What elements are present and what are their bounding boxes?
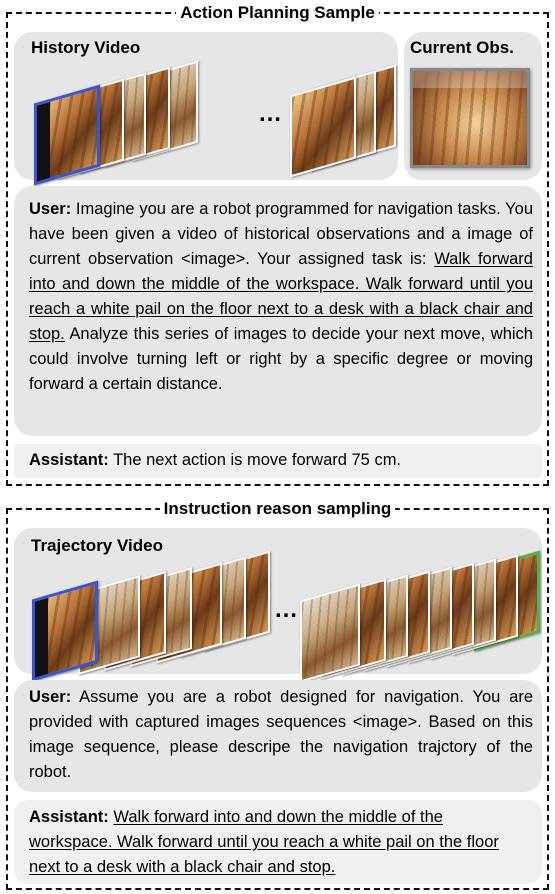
history-video-panel (14, 32, 398, 180)
instruction-user-text (29, 685, 533, 785)
action-user-text (29, 197, 533, 397)
traj-frame-8a (300, 583, 360, 682)
instruction-assistant-answer: Walk forward into and down the middle of the workspace. Walk forward until you reach a white pail on the floor next to a desk with a black chair and stop. (29, 808, 499, 876)
action-user-task: Walk forward into and down the middle of the workspace. Walk forward until you reach a white pail on the floor next to a desk with a black chair and stop. (29, 250, 533, 343)
instruction-assistant-prefix: Assistant: (29, 808, 109, 826)
instruction-assistant-panel (14, 800, 542, 884)
instruction-user-body: Assume you are a robot designed for navigation. You are provided with captured images sequences <image>. Based on this image sequence, please descripe the navigation trajctory of the robot. (29, 688, 533, 781)
current-obs-label: Current Obs. (410, 38, 514, 57)
trajectory-ellipsis: … (274, 596, 299, 623)
action-planning-section (6, 3, 549, 486)
history-ellipsis: … (258, 100, 283, 127)
current-obs-panel (404, 32, 542, 180)
action-user-prefix: User: (29, 200, 72, 218)
instruction-reason-section (6, 499, 549, 890)
action-assistant-panel (14, 444, 542, 478)
instruction-user-panel (14, 680, 542, 792)
history-video-label: History Video (31, 38, 141, 57)
history-frames (24, 62, 394, 180)
action-planning-title: Action Planning Sample (176, 3, 379, 22)
trajectory-video-panel (14, 528, 542, 674)
trajectory-frames (24, 558, 536, 674)
instruction-assistant-text (29, 805, 525, 880)
action-assistant-answer: The next action is move forward 75 cm. (108, 451, 402, 469)
instruction-reason-title: Instruction reason sampling (160, 499, 396, 518)
action-assistant-text (29, 448, 533, 473)
action-user-text-1: Imagine you are a robot programmed for navigation tasks. You have been given a video of historical observations and a image of current observation <image>. Your assigned task is: (29, 200, 533, 268)
action-user-text-2: Analyze this series of images to decide your next move, which could involve turning left or right by a specific degree or moving forward a certain distance. (29, 325, 533, 393)
history-frame-6 (290, 77, 356, 178)
action-user-panel (14, 186, 542, 436)
instruction-user-prefix: User: (29, 688, 72, 706)
action-assistant-prefix: Assistant: (29, 451, 109, 469)
trajectory-video-label: Trajectory Video (31, 536, 163, 555)
current-obs-image (410, 68, 530, 168)
